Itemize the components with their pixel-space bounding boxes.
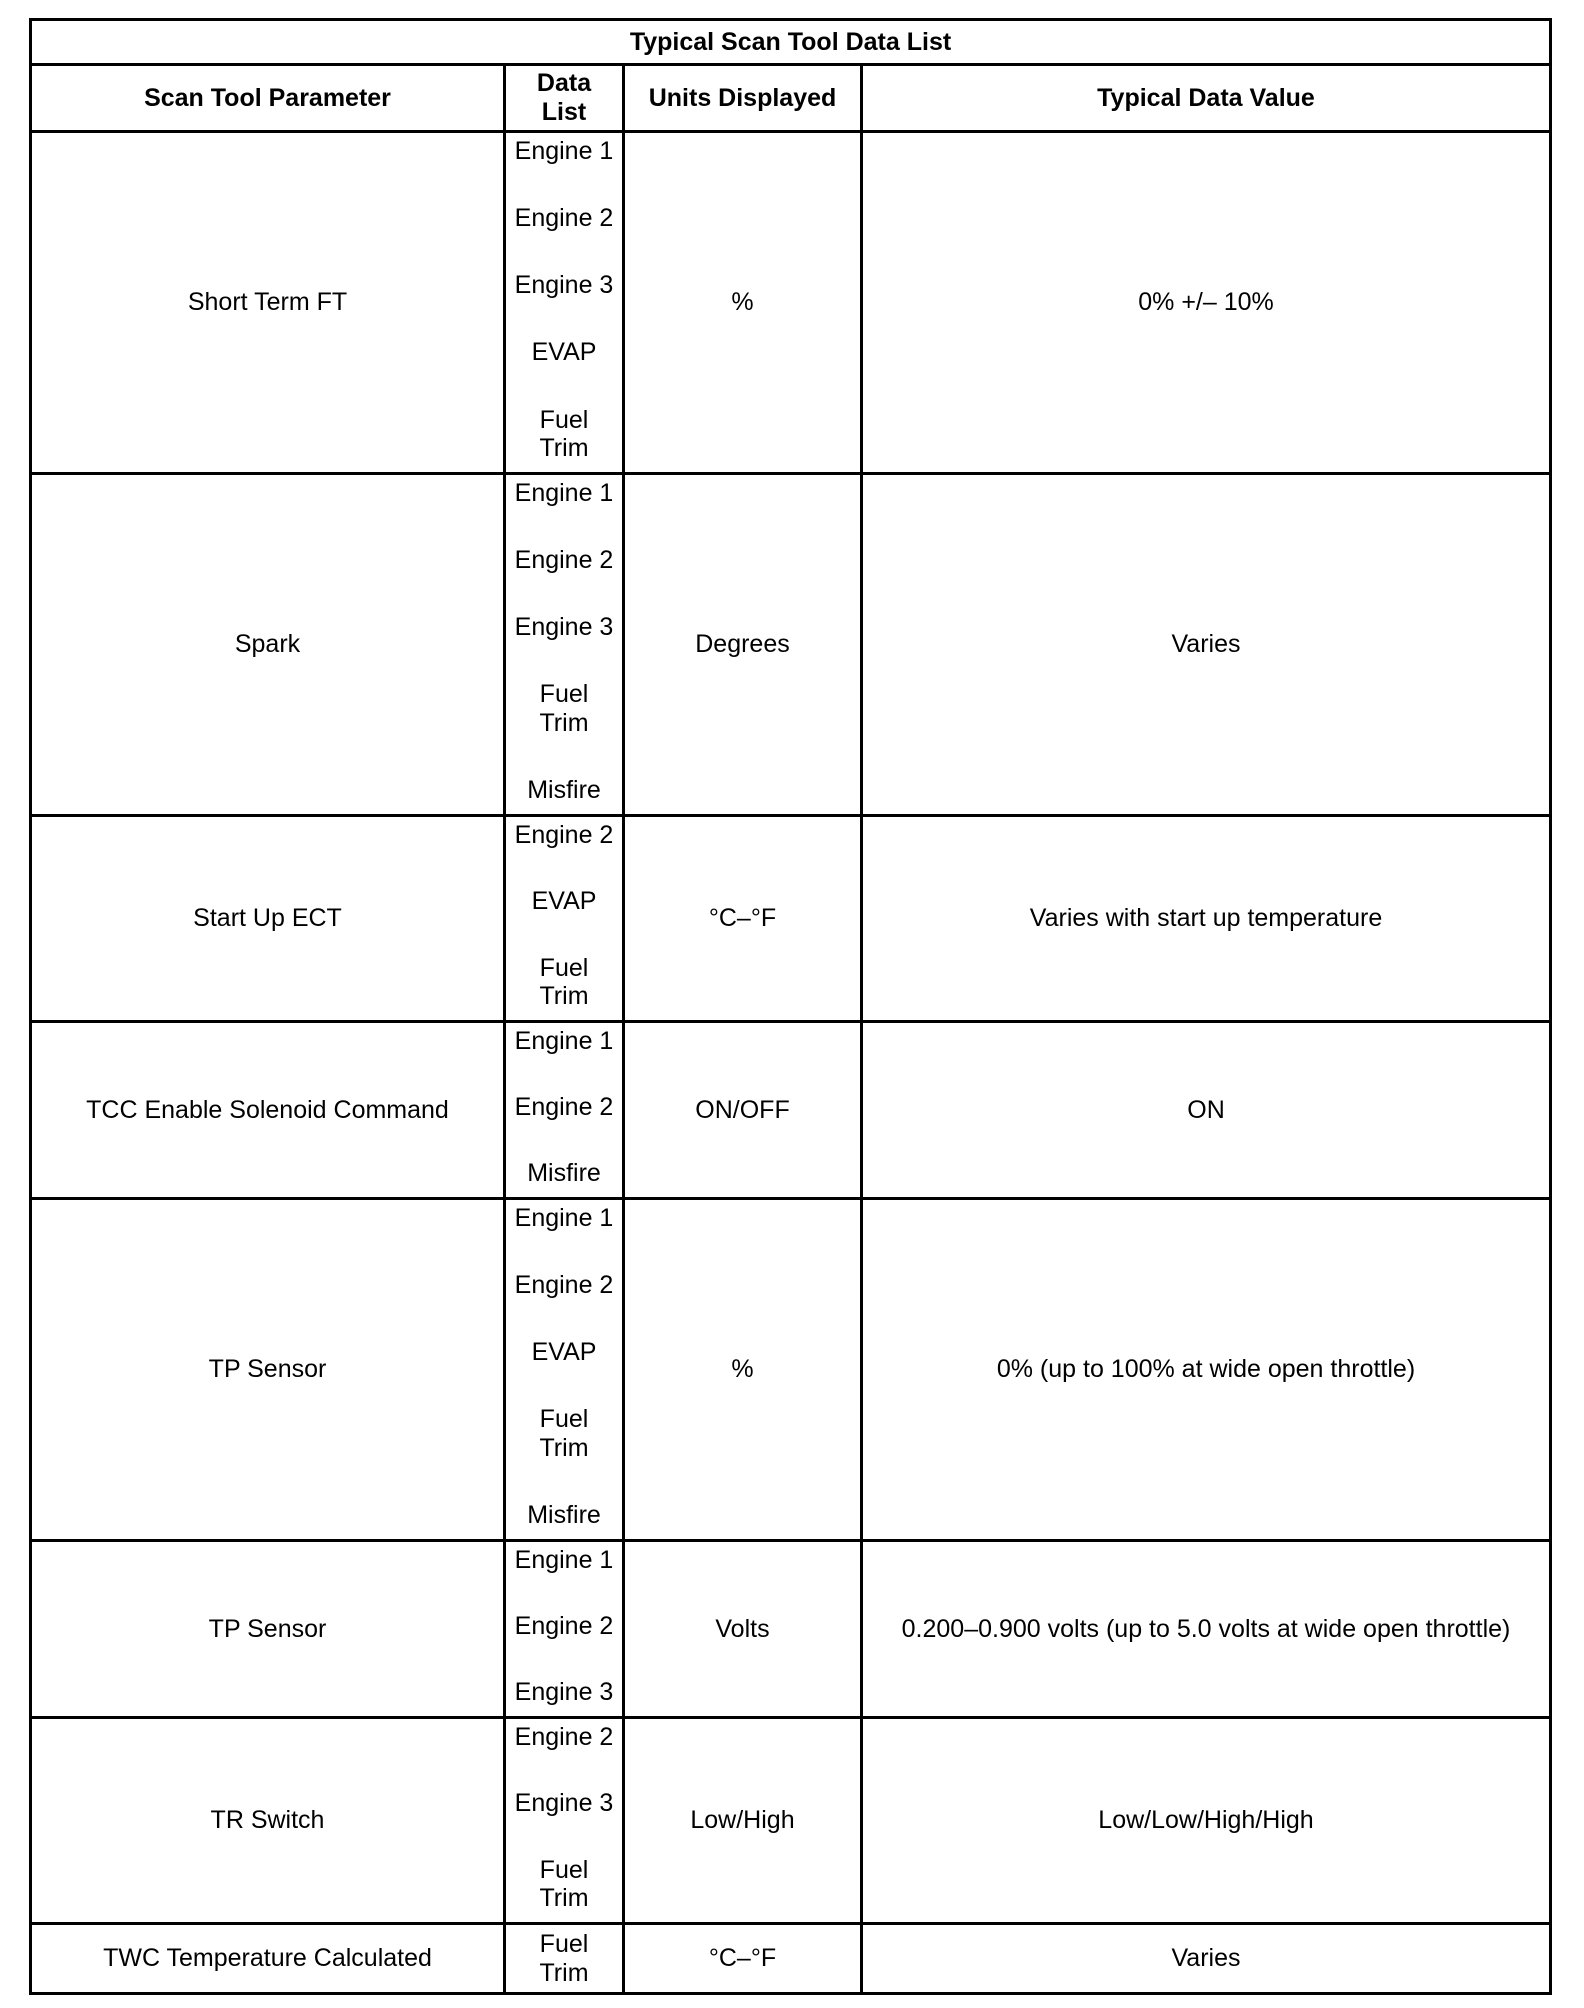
data-list-item: Fuel Trim (539, 953, 589, 1011)
scan-tool-data-table (29, 18, 1552, 1995)
parameter-cell: TWC Temperature Calculated (31, 1924, 505, 1994)
data-list-item: Fuel Trim (539, 1929, 589, 1987)
data-list-cell (505, 1924, 624, 1994)
data-list-item: Fuel Trim (539, 1405, 589, 1463)
data-list-item: Engine 2 (514, 1271, 614, 1300)
data-list-item: Engine 2 (514, 821, 614, 849)
typical-value-cell: 0% (up to 100% at wide open throttle) (862, 1199, 1551, 1541)
data-list-cell (505, 1718, 624, 1924)
data-list-item: Fuel Trim (539, 1855, 589, 1913)
table-row (31, 474, 1551, 816)
header-data-list: Data List (505, 65, 624, 132)
data-list-item: EVAP (531, 338, 597, 367)
units-cell: °C–°F (624, 1924, 862, 1994)
units-cell: Low/High (624, 1718, 862, 1924)
parameter-cell: TR Switch (31, 1718, 505, 1924)
data-list-item: Engine 2 (514, 204, 614, 233)
data-list-item: Engine 1 (514, 137, 614, 165)
data-list-cell (505, 1022, 624, 1199)
table-row (31, 1718, 1551, 1924)
typical-value-cell: 0.200–0.900 volts (up to 5.0 volts at wide open throttle) (862, 1541, 1551, 1718)
parameter-cell: Short Term FT (31, 132, 505, 474)
table-row (31, 1541, 1551, 1718)
units-cell: % (624, 132, 862, 474)
units-cell: ON/OFF (624, 1022, 862, 1199)
typical-value-cell: ON (862, 1022, 1551, 1199)
typical-value-cell: Varies (862, 474, 1551, 816)
parameter-cell: Spark (31, 474, 505, 816)
typical-value-cell: 0% +/– 10% (862, 132, 1551, 474)
data-list-item: Engine 2 (514, 1093, 614, 1122)
data-list-item: Engine 1 (514, 1027, 614, 1055)
data-list-item: Fuel Trim (539, 405, 589, 463)
data-list-item: Engine 3 (514, 613, 614, 642)
parameter-cell: TCC Enable Solenoid Command (31, 1022, 505, 1199)
data-list-item: Misfire (527, 1159, 601, 1188)
parameter-cell: Start Up ECT (31, 816, 505, 1022)
table-row (31, 1199, 1551, 1541)
units-cell: °C–°F (624, 816, 862, 1022)
header-scan-tool-parameter: Scan Tool Parameter (31, 65, 505, 132)
data-list-item: Engine 1 (514, 479, 614, 507)
data-list-item: EVAP (531, 887, 597, 916)
units-cell: % (624, 1199, 862, 1541)
table-row (31, 816, 1551, 1022)
typical-value-cell: Varies with start up temperature (862, 816, 1551, 1022)
data-list-cell (505, 1199, 624, 1541)
data-list-item: Engine 2 (514, 1723, 614, 1751)
parameter-cell: TP Sensor (31, 1199, 505, 1541)
header-typical-data-value: Typical Data Value (862, 65, 1551, 132)
data-list-item: Engine 1 (514, 1546, 614, 1574)
data-list-item: Engine 3 (514, 271, 614, 300)
table-title: Typical Scan Tool Data List (31, 20, 1551, 65)
data-list-item: Misfire (527, 776, 601, 805)
table-row (31, 1924, 1551, 1994)
data-list-item: Engine 2 (514, 1612, 614, 1641)
units-cell: Degrees (624, 474, 862, 816)
table-row (31, 132, 1551, 474)
parameter-cell: TP Sensor (31, 1541, 505, 1718)
data-list-item: Fuel Trim (539, 680, 589, 738)
data-list-cell (505, 132, 624, 474)
data-list-item: Engine 3 (514, 1789, 614, 1818)
header-units-displayed: Units Displayed (624, 65, 862, 132)
typical-value-cell: Low/Low/High/High (862, 1718, 1551, 1924)
table-row (31, 1022, 1551, 1199)
data-list-item: Misfire (527, 1501, 601, 1530)
data-list-item: Engine 3 (514, 1678, 614, 1707)
data-list-cell (505, 1541, 624, 1718)
typical-value-cell: Varies (862, 1924, 1551, 1994)
data-list-item: Engine 1 (514, 1204, 614, 1232)
data-list-item: Engine 2 (514, 546, 614, 575)
data-list-cell (505, 816, 624, 1022)
data-list-item: EVAP (531, 1338, 597, 1367)
units-cell: Volts (624, 1541, 862, 1718)
data-list-cell (505, 474, 624, 816)
